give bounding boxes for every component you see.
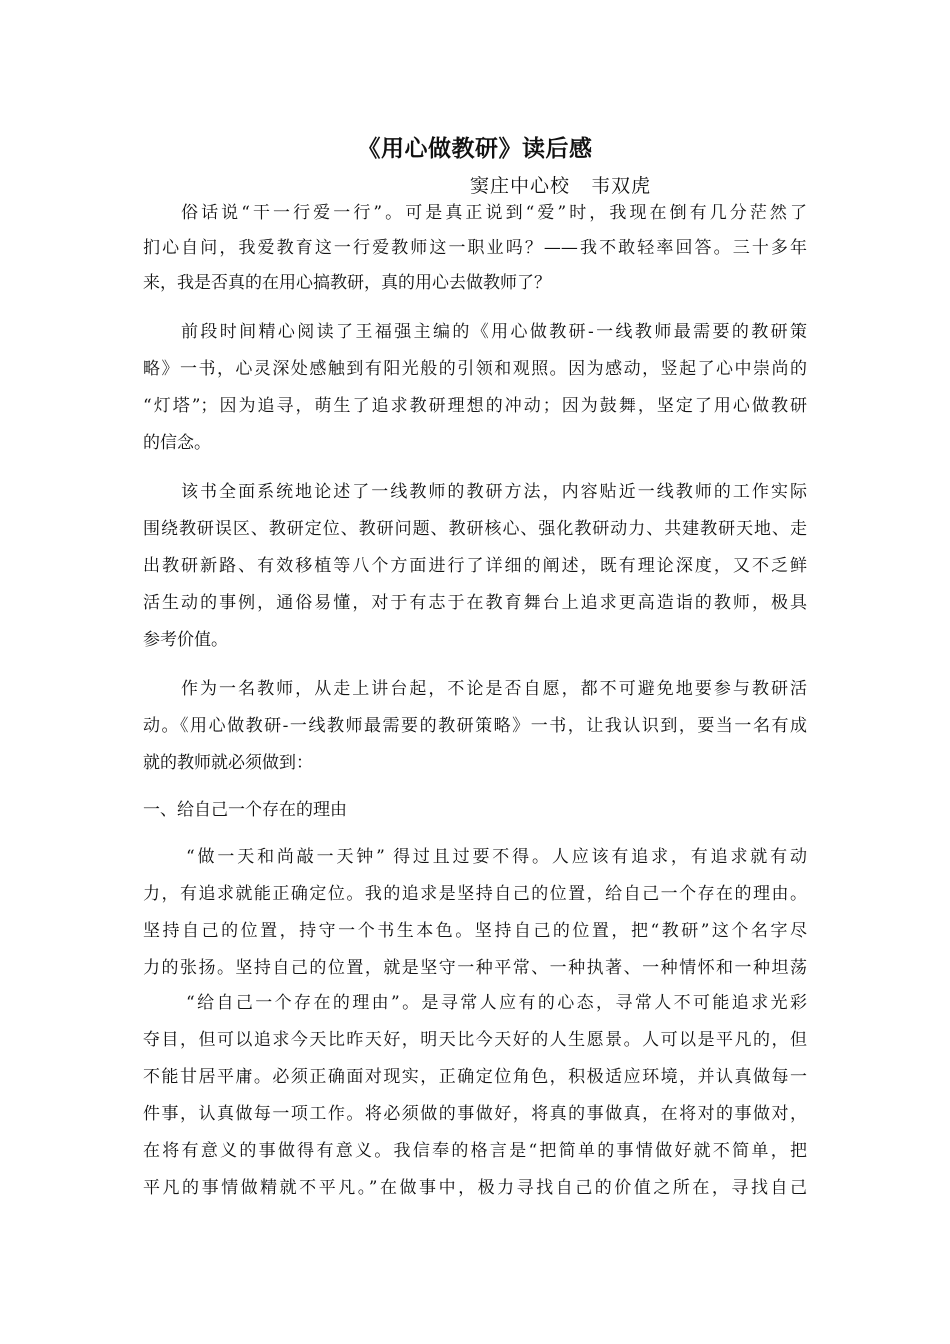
paragraph-line: 件事，认真做每一项工作。将必须做的事做好，将真的事做真，在将对的事做对， [143, 1104, 807, 1124]
author-byline: 窦庄中心校 韦双虎 [470, 175, 652, 197]
paragraph-line: “灯塔”；因为追寻，萌生了追求教研理想的冲动；因为鼓舞，坚定了用心做教研 [143, 396, 807, 416]
paragraph-line: “给自己一个存在的理由”。是寻常人应有的心态，寻常人不可能追求光彩 [186, 993, 807, 1013]
document-title: 《用心做教研》读后感 [357, 136, 593, 162]
paragraph-line: 平凡的事情做精就不平凡。”在做事中，极力寻找自己的价值之所在，寻找自己 [143, 1178, 807, 1198]
paragraph-line: 动。《用心做教研-一线教师最需要的教研策略》一书，让我认识到，要当一名有成 [143, 716, 807, 736]
paragraph-line: 俗话说“干一行爱一行”。可是真正说到“爱”时，我现在倒有几分茫然了 [181, 203, 807, 223]
paragraph-line: 就的教师就必须做到： [143, 753, 313, 773]
paragraph-line: 作为一名教师，从走上讲台起，不论是否自愿，都不可避免地要参与教研活 [181, 679, 807, 699]
paragraph-line: 坚持自己的位置，持守一个书生本色。坚持自己的位置，把“教研”这个名字尽 [143, 921, 807, 941]
paragraph-line: 力的张扬。坚持自己的位置，就是坚守一种平常、一种执著、一种情怀和一种坦荡 [143, 958, 807, 978]
paragraph-line: 围绕教研误区、教研定位、教研问题、教研核心、强化教研动力、共建教研天地、走 [143, 519, 807, 539]
paragraph-line: 参考价值。 [143, 630, 228, 650]
paragraph-line: 活生动的事例，通俗易懂，对于有志于在教育舞台上追求更高造诣的教师，极具 [143, 593, 807, 613]
paragraph-line: 扪心自问，我爱教育这一行爱教师这一职业吗？——我不敢轻率回答。三十多年 [143, 238, 807, 258]
paragraph-line: 夺目，但可以追求今天比昨天好，明天比今天好的人生愿景。人可以是平凡的，但 [143, 1030, 807, 1050]
paragraph-line: 力，有追求就能正确定位。我的追求是坚持自己的位置，给自己一个存在的理由。 [143, 884, 807, 904]
section-heading: 一、给自己一个存在的理由 [143, 800, 347, 820]
paragraph-line: “做一天和尚敲一天钟” 得过且过要不得。人应该有追求，有追求就有动 [186, 847, 807, 867]
paragraph-line: 该书全面系统地论述了一线教师的教研方法，内容贴近一线教师的工作实际 [181, 482, 807, 502]
paragraph-line: 不能甘居平庸。必须正确面对现实，正确定位角色，积极适应环境，并认真做每一 [143, 1067, 807, 1087]
paragraph-line: 出教研新路、有效移植等八个方面进行了详细的阐述，既有理论深度，又不乏鲜 [143, 556, 807, 576]
paragraph-line: 来，我是否真的在用心搞教研，真的用心去做教师了？ [143, 273, 551, 293]
paragraph-line: 在将有意义的事做得有意义。我信奉的格言是“把简单的事情做好就不简单，把 [143, 1141, 807, 1161]
paragraph-line: 的信念。 [143, 433, 211, 453]
paragraph-line: 前段时间精心阅读了王福强主编的《用心做教研-一线教师最需要的教研策 [181, 322, 807, 342]
paragraph-line: 略》一书，心灵深处感触到有阳光般的引领和观照。因为感动，竖起了心中崇尚的 [143, 359, 807, 379]
